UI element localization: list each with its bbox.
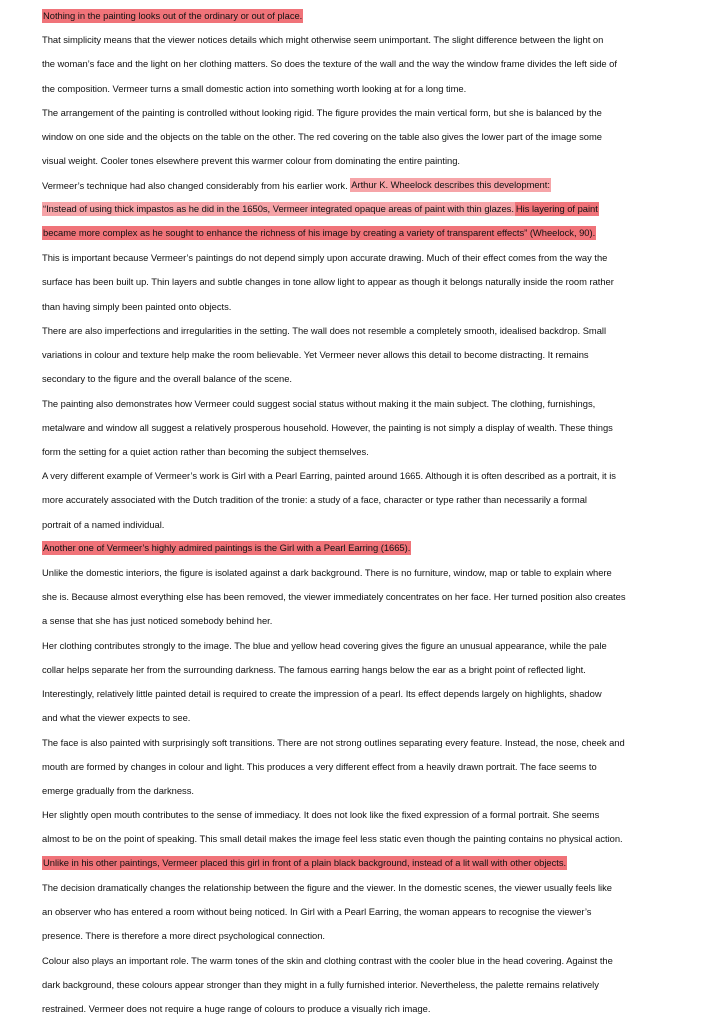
body-text: an observer who has entered a room without being noticed. In Girl with a Pearl Earring, the woman appears to recognise the viewer’s xyxy=(42,906,592,918)
text-line xyxy=(42,52,722,76)
body-text: the woman’s face and the light on her clothing matters. So does the texture of the wall and the way the window frame divides the left side of xyxy=(42,58,617,70)
body-text: visual weight. Cooler tones elsewhere prevent this warmer colour from dominating the entire painting. xyxy=(42,155,460,167)
text-line xyxy=(42,28,722,52)
body-text: Her clothing contributes strongly to the image. The blue and yellow head covering gives the figure an unusual appearance, while the pale xyxy=(42,639,607,651)
text-line xyxy=(42,392,722,416)
body-text: emerge gradually from the darkness. xyxy=(42,785,194,796)
text-line xyxy=(42,440,722,464)
body-text: Unlike the domestic interiors, the figure is isolated against a dark background. There is no furniture, window, map or table to explain where xyxy=(42,567,612,579)
highlighted-text: Another one of Vermeer’s highly admired paintings is the Girl with a Pearl Earring (1665). xyxy=(43,542,411,554)
text-line xyxy=(42,561,722,585)
body-text: That simplicity means that the viewer notices details which might otherwise seem unimportant. The slight difference between the light on xyxy=(42,34,604,46)
text-line xyxy=(42,125,722,149)
body-text: the composition. Vermeer turns a small domestic action into something worth looking at for a long time. xyxy=(42,82,467,94)
body-text: she is. Because almost everything else has been removed, the viewer immediately concentrates on her face. Her turned position also creates xyxy=(42,591,626,603)
text-line xyxy=(42,367,722,391)
text-line xyxy=(42,997,722,1021)
text-line xyxy=(42,149,722,173)
body-text: presence. There is therefore a more direct psychological connection. xyxy=(42,930,325,942)
body-text: more accurately associated with the Dutch tradition of the tronie: a study of a face, character or type rather than necessarily a formal xyxy=(42,494,587,506)
body-text: A very different example of Vermeer’s work is Girl with a Pearl Earring, painted around 1665. Although it is often described as a portrait, it is xyxy=(42,470,616,482)
body-text: surface has been built up. Thin layers and subtle changes in tone allow light to appear as though it belongs naturally inside the room rather xyxy=(42,276,614,288)
body-text: form the setting for a quiet action rather than becoming the subject themselves. xyxy=(42,445,369,457)
body-text: variations in colour and texture help make the room believable. Yet Vermeer never allows this detail to become distracting. It remains xyxy=(42,349,589,361)
text-line xyxy=(42,924,722,948)
body-text: Vermeer’s technique had also changed considerably from his earlier work. xyxy=(42,179,351,191)
highlighted-text: His layering of paint xyxy=(515,203,598,215)
text-line xyxy=(42,295,722,319)
body-text: almost to be on the point of speaking. This small detail makes the image feel less static even though the painting contains no physical action. xyxy=(42,833,623,845)
text-line xyxy=(42,731,722,755)
text-line xyxy=(42,101,722,125)
body-text: mouth are formed by changes in colour and light. This produces a very different effect from a heavily drawn portrait. The face seems to xyxy=(42,760,597,772)
body-text: There are also imperfections and irregularities in the setting. The wall does not resemble a completely smooth, idealised backdrop. Small xyxy=(42,324,607,336)
body-text: Colour also plays an important role. The warm tones of the skin and clothing contrast with the cooler blue in the head covering. Against the xyxy=(42,954,613,966)
highlighted-text: Arthur K. Wheelock describes this development: xyxy=(351,179,550,191)
body-text: restrained. Vermeer does not require a huge range of colours to produce a visually rich image. xyxy=(42,1002,431,1014)
body-text: portrait of a named individual. xyxy=(42,518,165,530)
text-line xyxy=(42,803,722,827)
body-text: collar helps separate her from the surrounding darkness. The famous earring hangs below the ear as a bright point of reflected light. xyxy=(42,663,586,675)
text-line xyxy=(42,949,722,973)
body-text: Interestingly, relatively little painted detail is required to create the impression of a pearl. Its effect depends largely on highlights, shadow xyxy=(42,688,602,700)
text-line xyxy=(42,174,722,198)
text-line xyxy=(42,198,722,222)
text-line xyxy=(42,270,722,294)
text-line xyxy=(42,634,722,658)
highlighted-text: Unlike in his other paintings, Vermeer placed this girl in front of a plain black background, instead of a lit wall with other objects. xyxy=(43,857,567,869)
text-line xyxy=(42,4,722,28)
body-text: a sense that she has just noticed somebody behind her. xyxy=(42,615,273,627)
body-text: secondary to the figure and the overall balance of the scene. xyxy=(42,373,292,385)
text-line xyxy=(42,779,722,803)
body-text: than having simply been painted onto objects. xyxy=(42,300,232,312)
text-line xyxy=(42,513,722,537)
body-text: The arrangement of the painting is controlled without looking rigid. The figure provides the main vertical form, but she is balanced by the xyxy=(42,106,602,118)
body-text: window on one side and the objects on the table on the other. The red covering on the table also gives the lower part of the image some xyxy=(42,131,602,143)
body-text: This is important because Vermeer’s paintings do not depend simply upon accurate drawing. Much of their effect comes from the way the xyxy=(42,252,608,264)
text-line xyxy=(42,609,722,633)
text-line xyxy=(42,876,722,900)
text-line xyxy=(42,488,722,512)
text-line xyxy=(42,900,722,924)
text-line xyxy=(42,77,722,101)
body-text: and what the viewer expects to see. xyxy=(42,712,191,724)
text-line xyxy=(42,706,722,730)
text-line xyxy=(42,585,722,609)
body-text: metalware and window all suggest a relatively prosperous household. However, the painting is not simply a display of wealth. These things xyxy=(42,421,613,433)
text-line xyxy=(42,827,722,851)
text-line xyxy=(42,973,722,997)
text-line xyxy=(42,222,722,246)
text-line xyxy=(42,464,722,488)
text-line xyxy=(42,658,722,682)
highlighted-text: became more complex as he sought to enhance the richness of his image by creating a variety of transparent effects” (Wheelock, 90). xyxy=(43,227,596,239)
body-text: The decision dramatically changes the relationship between the figure and the viewer. In the domestic scenes, the viewer usually feels like xyxy=(42,881,612,893)
body-text: dark background, these colours appear stronger than they might in a fully furnished interior. Nevertheless, the palette remains relatively xyxy=(42,978,599,990)
text-line xyxy=(42,755,722,779)
text-line xyxy=(42,246,722,270)
text-line xyxy=(42,852,722,876)
body-text: The face is also painted with surprisingly soft transitions. There are not strong outlines separating every feature. Instead, the nose, cheek and xyxy=(42,736,625,748)
body-text: Her slightly open mouth contributes to the sense of immediacy. It does not look like the fixed expression of a formal portrait. She seems xyxy=(42,809,600,821)
highlighted-text: Nothing in the painting looks out of the ordinary or out of place. xyxy=(43,9,303,21)
body-text: The painting also demonstrates how Vermeer could suggest social status without making it the main subject. The clothing, furnishings, xyxy=(42,397,596,409)
text-line xyxy=(42,682,722,706)
text-line xyxy=(42,537,722,561)
text-line xyxy=(42,343,722,367)
text-line xyxy=(42,319,722,343)
highlighted-text: “Instead of using thick impastos as he did in the 1650s, Vermeer integrated opaque areas of paint with thin glazes. xyxy=(43,203,514,215)
text-line xyxy=(42,416,722,440)
